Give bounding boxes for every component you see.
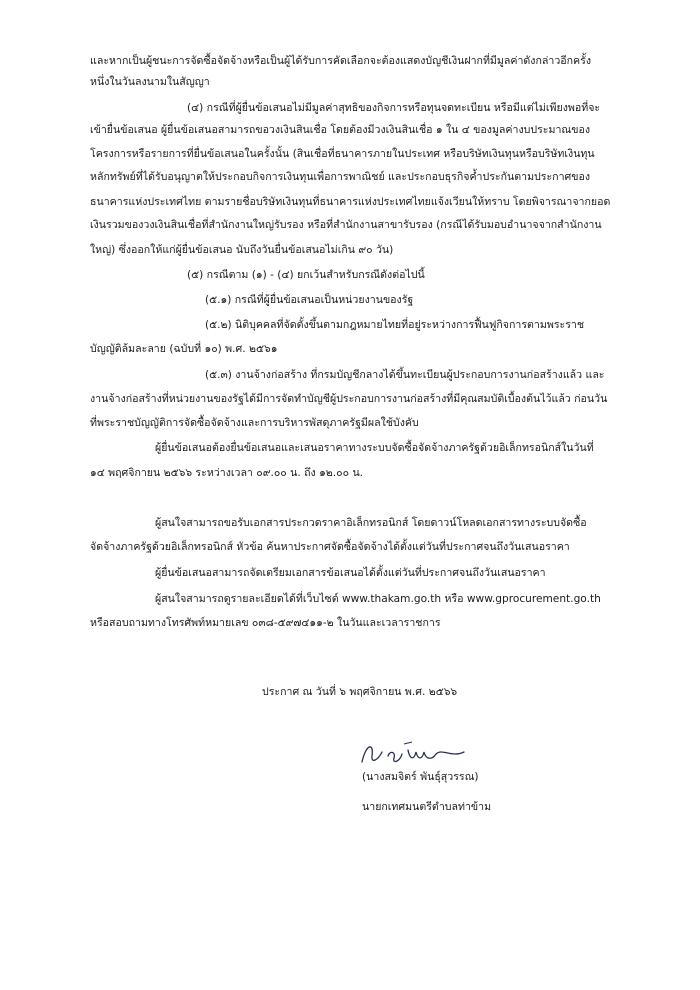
intro-line-1: และหากเป็นผู้ชนะการจัดซื้อจัดจ้างหรือเป็นผู้ได้รับการคัดเลือกจะต้องแสดงบัญชีเงินฝากที่มีมูลค่าดังกล่าวอีกครั้ง	[90, 55, 592, 67]
signer-name: (นางสมจิตร์ พันธุ์สุวรรณ)	[362, 771, 479, 783]
clause-5-3-line-2: งานจ้างก่อสร้างที่หน่วยงานของรัฐได้มีการจัดทำบัญชีผู้ประกอบการงานก่อสร้างที่มีคุณสมบัติเบื้องต้นไว้แล้ว ก่อนวัน	[90, 393, 608, 405]
submission-line-2: ๑๔ พฤศจิกายน ๒๕๖๖ ระหว่างเวลา ๐๙.๐๐ น. ถึง ๑๒.๐๐ น.	[90, 467, 364, 479]
clause-4-line-7: ใหญ่) ซึ่งออกให้แก่ผู้ยื่นข้อเสนอ นับถึงวันยื่นข้อเสนอไม่เกิน ๙๐ วัน)	[90, 244, 394, 256]
signature	[352, 734, 492, 774]
signer-title: นายกเทศมนตรีตำบลท่าข้าม	[362, 801, 492, 813]
announce-date: ประกาศ ณ วันที่ ๖ พฤศจิกายน พ.ศ. ๒๕๖๖	[262, 686, 458, 698]
intro-line-2: หนึ่งในวันลงนามในสัญญา	[90, 76, 210, 88]
clause-4-line-2: เข้ายื่นข้อเสนอ ผู้ยื่นข้อเสนอสามารถขอวงเงินสินเชื่อ โดยต้องมีวงเงินสินเชื่อ ๑ ใน ๔ ของมูลค่างบประมาณของ	[90, 124, 591, 136]
clause-5: (๕) กรณีตาม (๑) - (๔) ยกเว้นสำหรับกรณีดังต่อไปนี้	[187, 269, 425, 281]
clause-4-line-6: เงินรวมของวงเงินสินเชื่อที่สำนักงานใหญ่รับรอง หรือที่สำนักงานสาขารับรอง (กรณีได้รับมอบอำนาจจากสำนักงาน	[90, 219, 602, 231]
clause-5-2-line-1: (๕.๒) นิติบุคคลที่จัดตั้งขึ้นตามกฎหมายไทยที่อยู่ระหว่างการฟื้นฟูกิจการตามพระราช	[205, 319, 585, 331]
clause-5-2-line-2: บัญญัติล้มละลาย (ฉบับที่ ๑๐) พ.ศ. ๒๕๖๑	[90, 343, 278, 355]
clause-5-3-line-1: (๕.๓) งานจ้างก่อสร้าง ที่กรมบัญชีกลางได้ขึ้นทะเบียนผู้ประกอบการงานก่อสร้างแล้ว และ	[205, 369, 605, 381]
clause-4-line-3: โครงการหรือรายการที่ยื่นข้อเสนอในครั้งนั้น (สินเชื่อที่ธนาคารภายในประเทศ หรือบริษัทเงินทุนหรือบริษัทเงินทุน	[90, 148, 595, 160]
contact-line-2: หรือสอบถามทางโทรศัพท์หมายเลข ๐๓๘-๕๙๗๔๑๑-๒ ในวันและเวลาราชการ	[90, 617, 441, 629]
clause-4-line-4: หลักทรัพย์ที่ได้รับอนุญาตให้ประกอบกิจการเงินทุนเพื่อการพาณิชย์ และประกอบธุรกิจค้ำประกันตามประกาศของ	[90, 171, 591, 183]
clause-4-line-1: (๔) กรณีที่ผู้ยื่นข้อเสนอไม่มีมูลค่าสุทธิของกิจการหรือทุนจดทะเบียน หรือมีแต่ไม่เพียงพอที่จะ	[187, 102, 601, 114]
clause-4-line-5: ธนาคารแห่งประเทศไทย ตามรายชื่อบริษัทเงินทุนที่ธนาคารแห่งประเทศไทยแจ้งเวียนให้ทราบ โดยพิจารณาจากยอด	[90, 196, 611, 208]
prepare-line: ผู้ยื่นข้อเสนอสามารถจัดเตรียมเอกสารข้อเสนอได้ตั้งแต่วันที่ประกาศจนถึงวันเสนอราคา	[155, 567, 546, 579]
submission-line-1: ผู้ยื่นข้อเสนอต้องยื่นข้อเสนอและเสนอราคาทางระบบจัดซื้อจัดจ้างภาครัฐด้วยอิเล็กทรอนิกส์ในวันที่	[155, 442, 594, 454]
contact-line-1: ผู้สนใจสามารถดูรายละเอียดได้ที่เว็บไซต์ www.thakam.go.th หรือ www.gprocurement.go.th	[155, 593, 601, 605]
clause-5-1: (๕.๑) กรณีที่ผู้ยื่นข้อเสนอเป็นหน่วยงานของรัฐ	[205, 294, 414, 306]
download-line-1: ผู้สนใจสามารถขอรับเอกสารประกวดราคาอิเล็กทรอนิกส์ โดยดาวน์โหลดเอกสารทางระบบจัดซื้อ	[155, 517, 587, 529]
download-line-2: จัดจ้างภาครัฐด้วยอิเล็กทรอนิกส์ หัวข้อ ค้นหาประกาศจัดซื้อจัดจ้างได้ตั้งแต่วันที่ประกาศจนถึงวันเสนอราคา	[90, 541, 570, 553]
clause-5-3-line-3: ที่พระราชบัญญัติการจัดซื้อจัดจ้างและการบริหารพัสดุภาครัฐมีผลใช้บังคับ	[90, 417, 419, 429]
